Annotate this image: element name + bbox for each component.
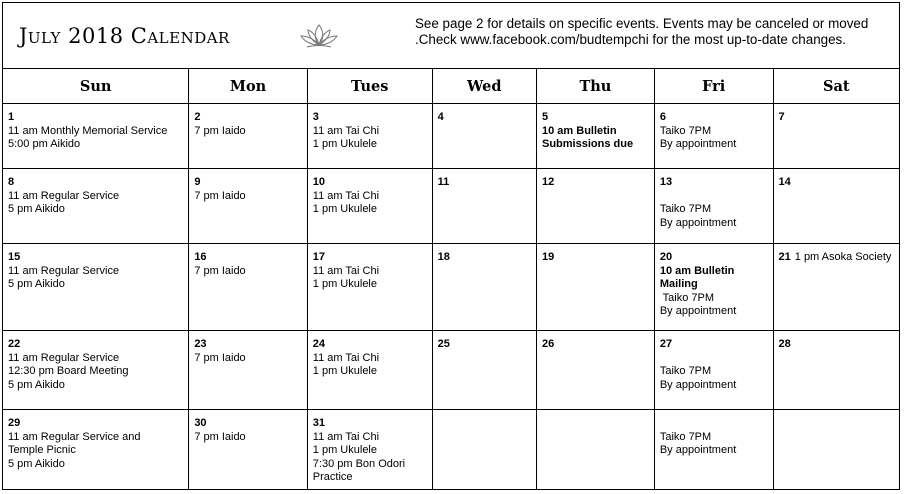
day-number: 20 [659,251,673,263]
event-line: 10 am Bulletin [659,264,735,277]
weekday-header: Wed [432,69,536,104]
event-line: 11 am Regular Service [8,189,120,202]
event-line: 11 am Regular Service [8,264,120,277]
day-number: 3 [312,111,319,123]
day-cell [654,169,773,244]
week-row [3,331,899,410]
day-cell [654,244,773,331]
day-cell [654,104,773,169]
day-number: 5 [542,111,549,123]
day-cell [189,244,307,331]
event-line: 11 am Regular Service [8,351,120,364]
event-line: 12:30 pm Board Meeting [8,365,129,377]
event-line: 11 am Tai Chi [312,124,380,137]
week-row [3,244,899,331]
day-cell [3,104,189,169]
event-line: 11 am Regular Service and [8,430,141,443]
day-number: 31 [312,417,326,429]
event-line: Taiko 7PM [659,365,712,377]
event-line: 1 pm Ukulele [312,444,377,456]
weekday-header: Sat [773,69,899,104]
day-number: 6 [659,111,666,123]
day-cell [3,331,189,410]
event-line: 7:30 pm Bon Odori [312,457,406,470]
event-line: By appointment [659,216,737,229]
event-line: 7 pm Iaido [194,430,246,443]
day-number: 21 1 pm Asoka Society [778,251,892,263]
event-line: Practice [312,471,353,483]
day-number: 19 [542,251,555,263]
day-cell [773,331,899,410]
day-cell [773,104,899,169]
day-cell [773,169,899,244]
event-line: 5 pm Aikido [8,378,65,391]
day-cell [307,410,432,490]
weekday-header: Mon [189,69,307,104]
event-line: 5:00 pm Aikido [8,138,81,150]
event-line: 11 am Tai Chi [312,189,380,202]
day-number: 8 [8,176,15,188]
event-line: 5 pm Aikido [8,278,65,290]
event-line: 10 am Bulletin [542,124,617,137]
day-cell [189,169,307,244]
event-line: 11 am Tai Chi [312,264,380,277]
day-number: 11 [437,176,450,188]
weekday-header: Thu [537,69,655,104]
day-cell [189,410,307,490]
event-line: 11 am Tai Chi [312,351,380,364]
day-number: 29 [8,417,21,429]
day-cell [307,104,432,169]
calendar-title: July 2018 Calendar [19,24,230,48]
event-line [660,190,773,204]
day-number: 16 [194,251,207,263]
event-line: 7 pm Iaido [194,124,246,137]
calendar-page [2,2,900,490]
event-line: 5 pm Aikido [8,457,65,470]
event-line: 7 pm Iaido [194,351,246,364]
day-number: 24 [312,338,326,350]
event-line: By appointment [659,378,737,391]
event-line: 7 pm Iaido [194,264,246,277]
day-number: 14 [778,176,791,188]
day-cell [189,331,307,410]
day-number: 12 [542,176,555,188]
day-cell [432,244,536,331]
event-line: 11 am Tai Chi [312,430,380,443]
day-number: 9 [194,176,201,188]
day-cell [432,169,536,244]
day-cell [537,104,655,169]
week-row [3,169,899,244]
event-line: Temple Picnic [8,444,76,456]
event-line: 1 pm Asoka Society [794,251,892,263]
day-number: 4 [437,111,444,123]
event-line: Taiko 7PM [659,291,715,304]
day-cell [654,331,773,410]
event-line: 5 pm Aikido [8,203,65,215]
day-number: 2 [194,111,201,123]
day-cell [432,104,536,169]
day-cell [3,169,189,244]
day-number: 27 [659,338,673,350]
day-number: 18 [437,251,450,263]
day-cell [3,410,189,490]
day-number: 30 [194,417,207,429]
day-number: 15 [8,251,21,263]
week-row [3,410,899,490]
event-line: Taiko 7PM [659,430,712,443]
day-cell [654,410,773,490]
day-cell [307,169,432,244]
week-row [3,104,899,169]
weekday-header-row [3,69,899,104]
day-number: 13 [659,176,673,188]
day-number: 22 [8,338,21,350]
event-line [660,352,773,366]
day-cell [307,331,432,410]
event-line: By appointment [659,305,737,317]
day-number: 10 [312,176,326,188]
weekday-header: Tues [307,69,432,104]
event-line: 11 am Monthly Memorial Service [8,124,168,137]
day-number: 26 [542,338,555,350]
event-line: Taiko 7PM [659,203,712,215]
day-cell [773,410,899,490]
day-cell [189,104,307,169]
day-number: 23 [194,338,207,350]
weekday-header: Sun [3,69,189,104]
day-number: 25 [437,338,450,350]
day-cell [773,244,899,331]
event-line: Submissions due [542,138,634,150]
header-note [415,16,895,48]
event-line: 1 pm Ukulele [312,138,377,150]
calendar-header [3,3,899,69]
weekday-header: Fri [654,69,773,104]
day-number: 28 [778,338,791,350]
calendar-grid [3,69,899,490]
event-line: Taiko 7PM [659,124,712,137]
day-cell [432,331,536,410]
day-cell [537,169,655,244]
event-line: 1 pm Ukulele [312,365,377,377]
day-cell [537,331,655,410]
day-cell [537,244,655,331]
event-line: By appointment [659,138,737,150]
day-number: 7 [778,111,785,123]
day-cell [432,410,536,490]
event-line: 1 pm Ukulele [312,203,377,215]
event-line: 7 pm Iaido [194,189,246,202]
day-number: 1 [8,111,15,123]
header-note-line: .Check www.facebook.com/budtempchi for the most up-to-date changes. [415,32,846,47]
day-number: 17 [312,251,326,263]
event-line: 1 pm Ukulele [312,278,377,290]
event-line: Mailing [659,278,698,290]
day-cell [537,410,655,490]
day-cell [307,244,432,331]
day-cell [3,244,189,331]
event-line: By appointment [659,444,737,456]
header-note-line: See page 2 for details on specific events. Events may be canceled or moved [415,16,869,31]
lotus-icon [299,21,339,49]
